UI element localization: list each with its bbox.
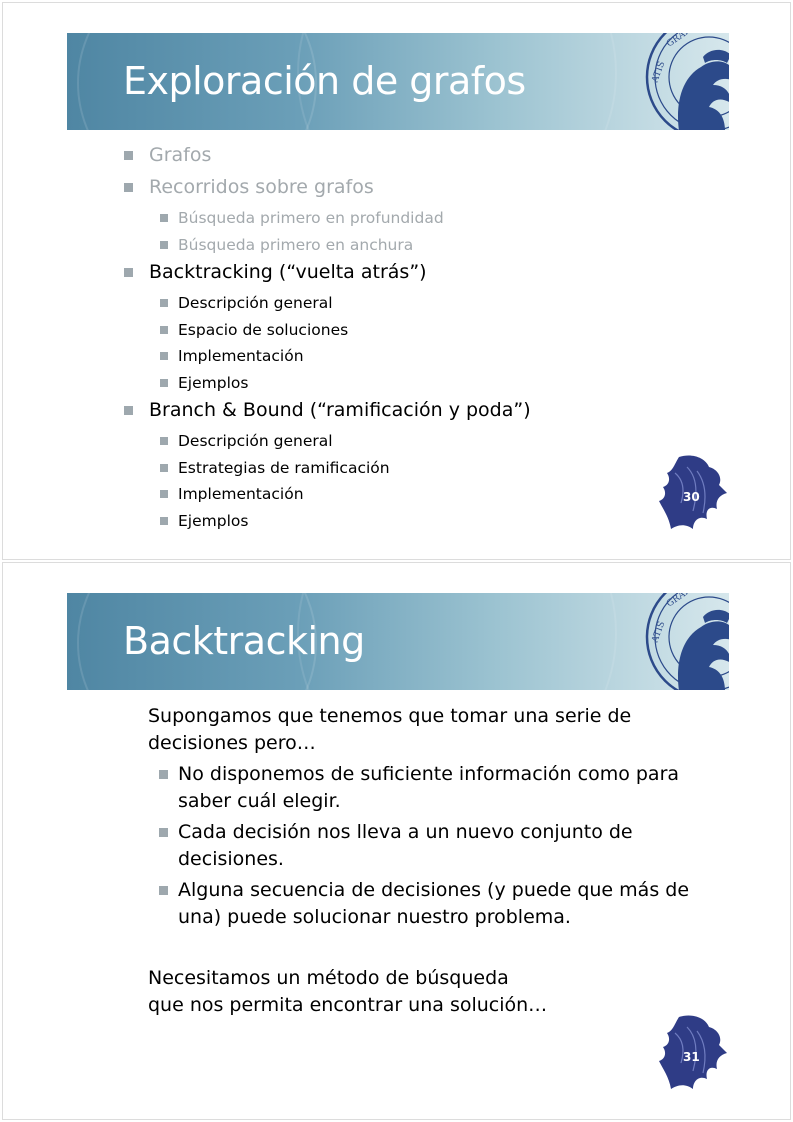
square-bullet-icon xyxy=(160,379,168,387)
closing-line: que nos permita encontrar una solución… xyxy=(148,994,548,1016)
list-item: Estrategias de ramificación xyxy=(123,457,531,484)
title-banner xyxy=(67,582,729,690)
square-bullet-icon xyxy=(159,770,168,779)
list-item: Ejemplos xyxy=(123,372,531,399)
list-item: Búsqueda primero en profundidad xyxy=(123,207,531,234)
list-item: Descripción general xyxy=(123,292,531,319)
list-item: Grafos xyxy=(123,143,531,175)
square-bullet-icon xyxy=(124,406,133,415)
outline-list xyxy=(123,143,531,536)
list-item: Espacio de soluciones xyxy=(123,319,531,346)
square-bullet-icon xyxy=(160,352,168,360)
square-bullet-icon xyxy=(124,183,133,192)
list-item: Ejemplos xyxy=(123,510,531,537)
svg-text:ATIS: ATIS xyxy=(650,620,668,645)
list-item-continued: saber cuál elegir. xyxy=(178,790,341,812)
square-bullet-icon xyxy=(160,241,168,249)
university-seal-icon xyxy=(639,582,729,690)
intro-line: decisiones pero… xyxy=(148,732,316,754)
square-bullet-icon xyxy=(159,828,168,837)
list-item: Implementación xyxy=(123,345,531,372)
list-item: Implementación xyxy=(123,483,531,510)
slide-title: Exploración de grafos xyxy=(123,59,526,103)
intro-line: Supongamos que tenemos que tomar una serie de xyxy=(148,705,632,727)
list-item: No disponemos de suficiente información como para xyxy=(157,761,679,788)
closing-line: Necesitamos un método de búsqueda xyxy=(148,967,509,989)
square-bullet-icon xyxy=(160,299,168,307)
title-banner xyxy=(67,22,729,130)
page-number: 30 xyxy=(683,490,700,504)
page-number: 31 xyxy=(683,1050,700,1064)
list-item: Branch & Bound (“ramificación y poda”) xyxy=(123,398,531,430)
list-item: Recorridos sobre grafos xyxy=(123,175,531,207)
slide-title: Backtracking xyxy=(123,619,365,663)
svg-text:GRAN: GRAN xyxy=(664,585,694,610)
university-seal-icon xyxy=(639,22,729,130)
list-item-continued: una) puede solucionar nuestro problema. xyxy=(178,906,571,928)
slide-30 xyxy=(2,2,791,560)
list-item-continued: decisiones. xyxy=(178,848,284,870)
svg-text:ATEN: ATEN xyxy=(696,582,724,596)
list-item: Descripción general xyxy=(123,430,531,457)
square-bullet-icon xyxy=(160,326,168,334)
square-bullet-icon xyxy=(124,268,133,277)
list-item: Alguna secuencia de decisiones (y puede que más de xyxy=(157,877,689,904)
square-bullet-icon xyxy=(160,437,168,445)
list-item: Backtracking (“vuelta atrás”) xyxy=(123,260,531,292)
square-bullet-icon xyxy=(160,214,168,222)
list-item: Cada decisión nos lleva a un nuevo conjunto de xyxy=(157,819,633,846)
square-bullet-icon xyxy=(124,151,133,160)
square-bullet-icon xyxy=(160,490,168,498)
slide-31 xyxy=(2,562,791,1120)
square-bullet-icon xyxy=(160,464,168,472)
svg-text:GRAN: GRAN xyxy=(664,25,694,50)
square-bullet-icon xyxy=(159,886,168,895)
svg-text:ATIS: ATIS xyxy=(650,60,668,85)
svg-text:ATEN: ATEN xyxy=(696,22,724,36)
square-bullet-icon xyxy=(160,517,168,525)
list-item: Búsqueda primero en anchura xyxy=(123,234,531,261)
